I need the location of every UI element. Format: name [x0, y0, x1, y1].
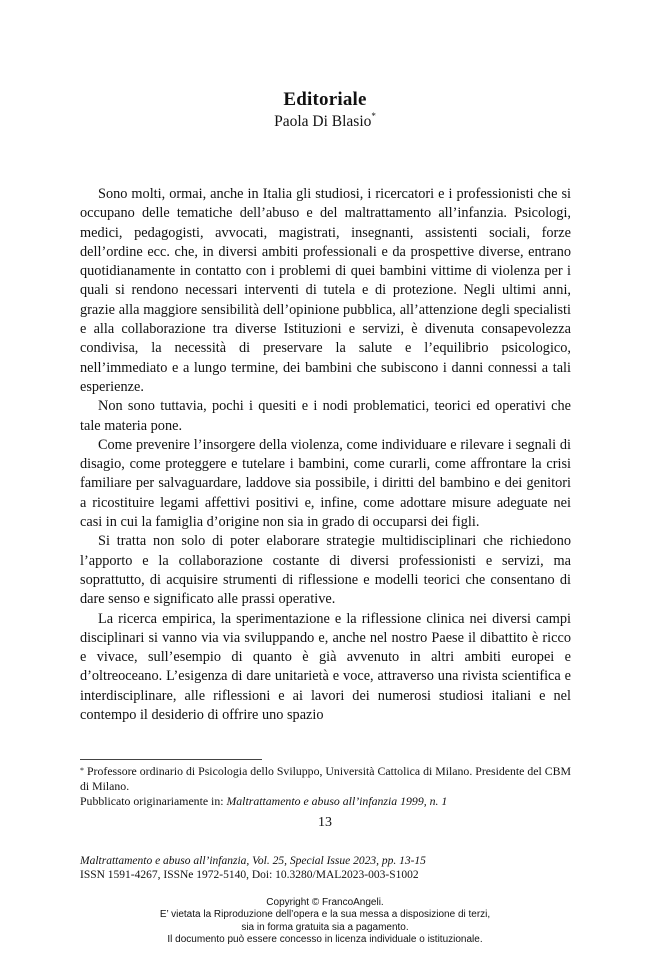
body-paragraph: La ricerca empirica, la sperimentazione e la riflessione clinica nei diversi campi disciplinari si vanno via via sviluppando e, anche nel nostro Paese il dibattito è ricco e vivace, sull’esempio di quanto è già avvenuto in altri ambiti europei e d’oltreoceano. L’esigenza di dare unitarietà e voce, attraverso una rivista scientifica e interdisciplinare, alle riflessioni e ai lavori dei numerosi studiosi italiani e nel contempo il desiderio di offrire uno spazio — [80, 610, 571, 724]
copyright-line: E’ vietata la Riproduzione dell’opera e la sua messa a disposizione di terzi, — [159, 909, 491, 921]
page-number: 13 — [318, 815, 332, 830]
copyright-line: Copyright © FrancoAngeli. — [266, 897, 384, 908]
journal-identifiers: ISSN 1591-4267, ISSNe 1972-5140, Doi: 10.3280/MAL2023-003-S1002 — [80, 869, 419, 881]
body-paragraph: Non sono tuttavia, pochi i quesiti e i nodi problematici, teorici ed operativi che tale materia pone. — [80, 398, 571, 434]
body-paragraph: Come prevenire l’insorgere della violenza, come individuare e rilevare i segnali di disagio, come proteggere e tutelare i bambini, come curarli, come affrontare la crisi familiare per salvaguardare, laddove sia possibile, i diritti del bambino e dei genitori a ricostituire legami affettivi positivi e, infine, come adottare misure adeguate nei casi in cui la famiglia d’origine non sia in grado di occuparsi dei figli. — [80, 436, 571, 531]
copyright-notice — [0, 897, 650, 947]
author-name: Paola Di Blasio — [274, 113, 372, 130]
author-footnote-mark: * — [371, 111, 376, 121]
copyright-line: sia in forma gratuita sia a pagamento. — [241, 921, 409, 933]
article-title: Editoriale — [283, 89, 367, 110]
footnote-affiliation-text: Professore ordinario di Psicologia dello Sviluppo, Università Cattolica di Milano. Presidente del CBM di Milano. — [80, 764, 571, 793]
footnote — [80, 764, 571, 809]
footnote-affiliation — [80, 764, 571, 794]
footnote-mark: * — [80, 766, 84, 775]
body-paragraph: Sono molti, ormai, anche in Italia gli studiosi, i ricercatori e i professionisti che si occupano delle tematiche dell’abuso e del maltrattamento all’infanzia. Psicologi, medici, pedagogisti, avvocati, magistrati, insegnanti, assistenti sociali, forze dell’ordine ecc. che, in diversi ambiti professionali e da prospettive diverse, entrano quotidianamente in contatto con i problemi di quei bambini vittime di violenza per i quali si rendono necessari interventi di tutela e di protezione. Negli ultimi anni, grazie alla maggiore sensibilità dell’opinione pubblica, all’attenzione degli specialisti e alla collaborazione tra diverse Istituzioni e servizi, è divenuta consapevolezza condivisa, la necessità di preservare la salute e l’equilibrio psicologico, nell’immediato e a lungo termine, dei bambini che subiscono i danni connessi a tali esperienze. — [80, 186, 571, 395]
journal-info — [80, 854, 580, 882]
journal-citation: Maltrattamento e abuso all’infanzia, Vol. 25, Special Issue 2023, pp. 13-15 — [80, 855, 426, 867]
author-line — [0, 113, 650, 131]
article-body — [80, 185, 571, 725]
footnote-published-label: Pubblicato originariamente in: — [80, 794, 227, 808]
footnote-published-source: Maltrattamento e abuso all’infanzia 1999, n. 1 — [226, 794, 448, 808]
footnote-divider — [80, 759, 262, 760]
copyright-line: Il documento può essere concesso in licenza individuale o istituzionale. — [167, 934, 483, 946]
body-paragraph: Si tratta non solo di poter elaborare strategie multidisciplinari che richiedono l’apporto e la collaborazione costante di diversi professionisti e servizi, ma soprattutto, di acquisire strumenti di riflessione e modelli teorici che consentano di dare senso e significato alle prassi operative. — [80, 533, 571, 608]
footnote-publication — [80, 794, 571, 809]
